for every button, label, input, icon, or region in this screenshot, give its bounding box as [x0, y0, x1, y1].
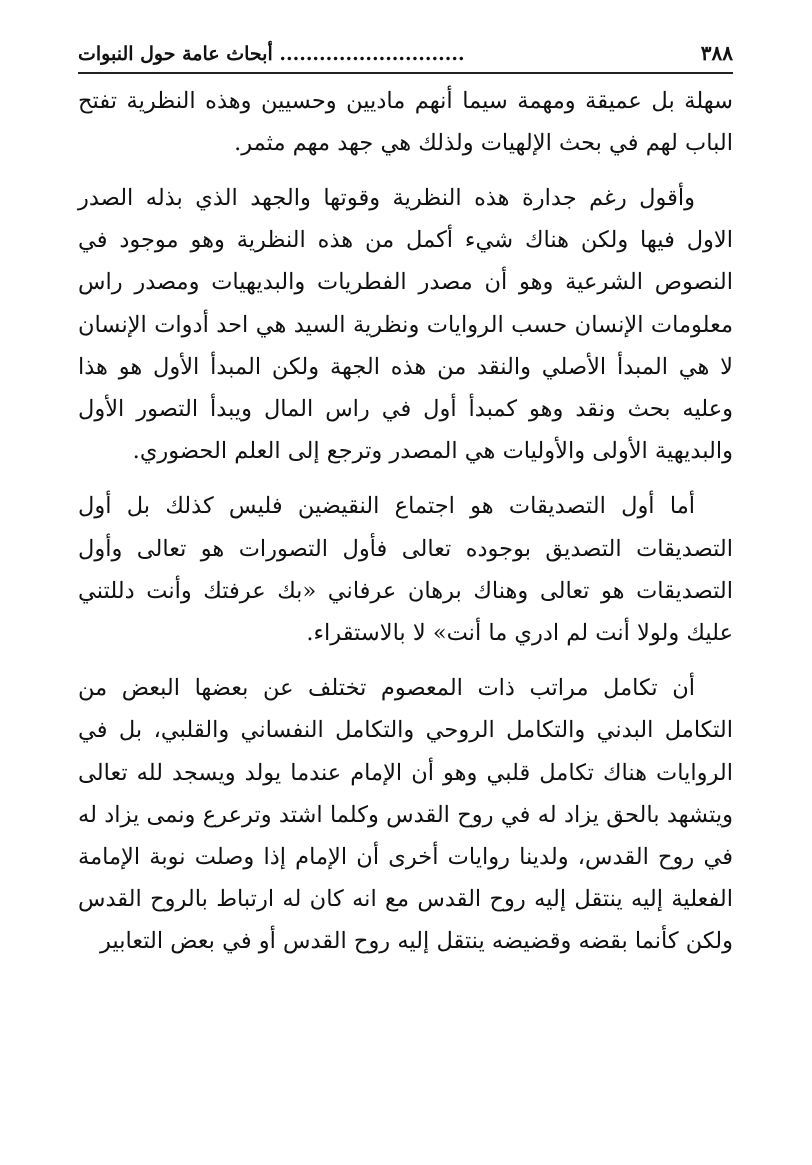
paragraph-1: سهلة بل عميقة ومهمة سيما أنهم ماديين وحسيين وهذه النظرية تفتح الباب لهم في بحث الإلهيات ولذلك هي جهد مهم مثمر.: [78, 87, 733, 156]
header-title-group: [78, 39, 465, 69]
paragraph-4: أن تكامل مراتب ذات المعصوم تختلف عن بعضها البعض من التكامل البدني والتكامل الروحي والتكامل النفساني والقلبي، بل في الروايات هناك تكامل قلبي وهو أن الإمام عندما يولد ويسجد لله تعالى ويتشهد بالحق يزاد له في روح القدس وكلما اشتد وترعرع ونمى يزاد له في روح القدس، ولدينا روايات أخرى أن الإمام إذا وصلت نوبة الإمامة الفعلية إليه ينتقل إليه روح القدس مع انه كان له ارتباط بالروح القدس ولكن كأنما بقضه وقضيضه ينتقل إليه روح القدس أو في بعض التعابير: [78, 675, 733, 955]
page-number: ٣٨٨: [700, 41, 733, 65]
header-rule: [78, 72, 733, 74]
book-page: [78, 38, 733, 976]
running-header: [78, 38, 733, 68]
paragraph-3: أما أول التصديقات هو اجتماع النقيضين فليس كذلك بل أول التصديقات التصديق بوجوده تعالى فأول التصورات هو تعالى وأول التصديقات هو تعالى وهناك برهان عرفاني «بك عرفتك وأنت دللتني عليك ولولا أنت لم ادري ما أنت» لا بالاستقراء.: [78, 493, 733, 646]
header-dots: ............................: [279, 43, 465, 65]
paragraph-2: وأقول رغم جدارة هذه النظرية وقوتها والجهد الذي بذله الصدر الاول فيها ولكن هناك شيء أكمل من هذه النظرية وهو موجود في النصوص الشرعية وهو أن مصدر الفطريات والبديهيات ومصدر راس معلومات الإنسان حسب الروايات ونظرية السيد هي احد أدوات الإنسان لا هي المبدأ الأصلي والنقد من هذه الجهة ولكن المبدأ الأول هو هذا وعليه بحث ونقد وهو كمبدأ أول في راس المال ويبدأ التصور الأول والبديهية الأولى والأوليات هي المصدر وترجع إلى العلم الحضوري.: [78, 184, 733, 465]
page-body: [78, 80, 733, 963]
book-section-title: أبحاث عامة حول النبوات: [78, 43, 273, 65]
